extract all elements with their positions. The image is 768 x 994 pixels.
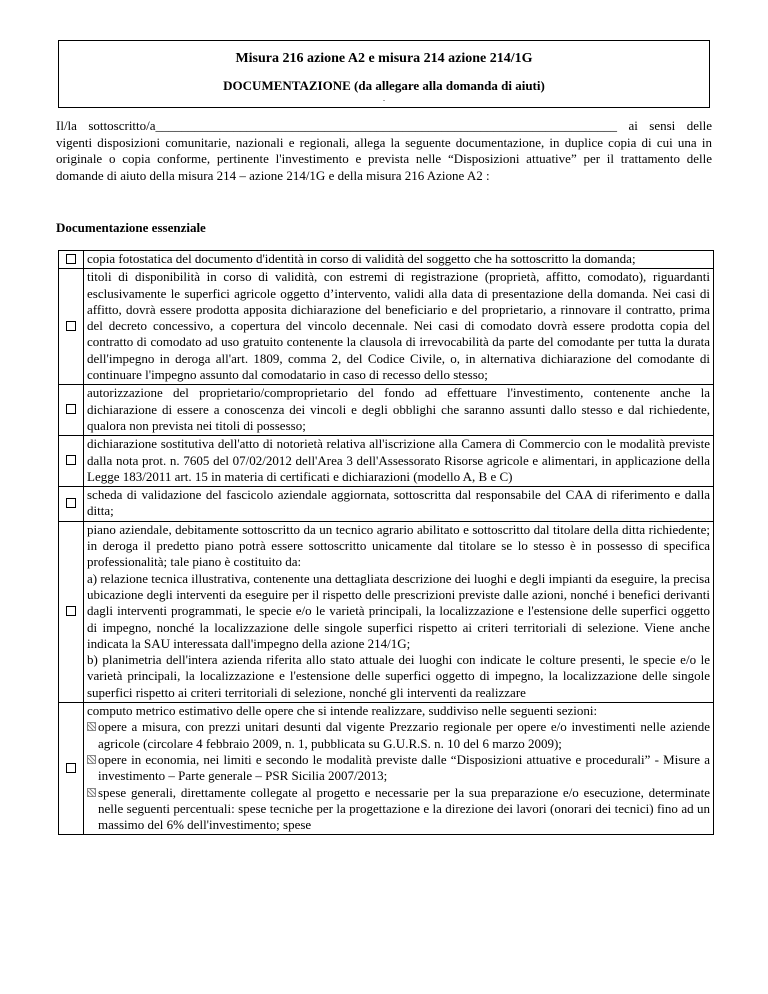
bullet-item — [87, 785, 710, 834]
document-row — [59, 385, 714, 436]
document-description — [84, 436, 714, 487]
checkbox-cell — [59, 385, 84, 436]
checkbox[interactable] — [66, 498, 76, 508]
document-description — [84, 269, 714, 385]
bullet-text: opere a misura, con prezzi unitari desunti dal vigente Prezzario regionale per opere e/o investimenti nelle aziende agricole (circolare 4 febbraio 2009, n. 1, pubblicata su G.U.R.S. n. 10 del 6 marzo 2009); — [98, 719, 710, 751]
document-description — [84, 703, 714, 835]
document-text: computo metrico estimativo delle opere che si intende realizzare, suddiviso nelle seguenti sezioni: — [87, 703, 598, 719]
document-row — [59, 436, 714, 487]
bullet-item — [87, 752, 710, 785]
document-row — [59, 251, 714, 269]
checkbox-cell — [59, 251, 84, 269]
document-description — [84, 385, 714, 436]
document-row — [59, 703, 714, 835]
bullet-text: spese generali, direttamente collegate al progetto e necessarie per la sua preparazione e/o esecuzione, determinate nelle seguenti percentuali: spese tecniche per la progettazione e la direzione dei lavori (onorari dei tecnici) fino ad un massimo del 6% dell'investimento; spese — [98, 784, 710, 833]
document-text: titoli di disponibilità in corso di validità, con estremi di registrazione (proprietà, affitto, comodato), riguardanti esclusivamente le superfici agricole oggetto d’intervento, validi alla data di presentazione della domanda. Nei casi di affitto, dovrà essere prodotta apposita dichiarazione del beneficiario e del proprietario, a rinnovare il contratto, prima del decreto concessivo, a copertura del vincolo decennale. Nei casi di comodato dovrà essere prodotta copia del contratto di comodato ad uso gratuito contenente la clausola di irrevocabilità da parte del comodante per tutta la durata dell'impegno in deroga all'art. 1809, comma 2, del Codice Civile, o, in alternativa dichiarazione del comodante di continuare l'impegno assunto dal comodatario in caso di recesso dello stesso; — [87, 269, 710, 383]
document-description — [84, 487, 714, 522]
document-text: piano aziendale, debitamente sottoscritto da un tecnico agrario abilitato e sottoscritto dal titolare della ditta richiedente; in deroga il predetto piano potrà essere sottoscritto unicamente dal titolare se lo stesso è in possesso di specifica professionalità; tale piano è costituito da: — [87, 521, 710, 570]
bullet-icon — [87, 755, 96, 764]
bullet-icon — [87, 788, 96, 797]
document-text: b) planimetria dell'intera azienda riferita allo stato attuale dei luoghi con indicate le colture presenti, le specie e/o le varietà principali, la localizzazione e l'estensione delle superfici oggetto di impegno, la localizzazione delle singole superfici rispetto ai criteri territoriali di selezione, nonché gli interventi da realizzare — [87, 652, 710, 700]
checkbox[interactable] — [66, 321, 76, 331]
document-subtitle: DOCUMENTAZIONE (da allegare alla domanda di aiuti) — [223, 78, 545, 93]
checkbox-cell — [59, 269, 84, 385]
bullet-icon — [87, 722, 96, 731]
checkbox-cell — [59, 487, 84, 522]
intro-paragraph: Il/la sottoscritto/a_______________________________________________________________________ ai sensi delle vigenti disposizioni comunitarie, nazionali e regionali, allega la seguente documentazione, in duplice copia di cui una in originale o copia conforme, pertinente l'investimento e prevista nelle “Disposizioni attuative” per il trattamento delle domande di aiuto della misura 214 – azione 214/1G e della misura 216 Azione A2 : — [56, 118, 712, 183]
bullet-text: opere in economia, nei limiti e secondo le modalità previste dalle “Disposizioni attuative e procedurali” - Misure a investimento – Parte generale – PSR Sicilia 2007/2013; — [98, 751, 710, 784]
document-description — [84, 521, 714, 702]
document-text: autorizzazione del proprietario/comproprietario del fondo ad effettuare l'investimento, contenente anche la dichiarazione di essere a conoscenza dei vincoli e degli obblighi che saranno assunti dallo stesso e dal richiedente, qualora non prevista nei titoli di possesso; — [87, 385, 710, 433]
document-description — [84, 251, 714, 269]
document-title: Misura 216 azione A2 e misura 214 azione 214/1G — [235, 51, 533, 66]
checkbox[interactable] — [66, 254, 76, 264]
bullet-item — [87, 719, 710, 752]
document-header-box — [58, 40, 710, 108]
document-text: scheda di validazione del fascicolo aziendale aggiornata, sottoscritta dal responsabile del CAA di riferimento e dalla ditta; — [87, 487, 710, 519]
document-row — [59, 521, 714, 702]
documents-table — [58, 250, 714, 835]
checkbox[interactable] — [66, 455, 76, 465]
section-title: Documentazione essenziale — [56, 220, 206, 235]
checkbox[interactable] — [66, 404, 76, 414]
checkbox-cell — [59, 703, 84, 835]
checkbox-cell — [59, 521, 84, 702]
header-dot: . — [383, 94, 385, 103]
document-row — [59, 269, 714, 385]
document-text: a) relazione tecnica illustrativa, contenente una dettagliata descrizione dei luoghi e degli impianti da eseguire, la precisa ubicazione degli interventi da eseguire per il rispetto delle prescrizioni previste dalle azioni, nonché i benefici derivanti dagli interventi programmati, le specie e/o le varietà principali, la localizzazione e l'estensione delle superfici oggetto di impegno, nonché la localizzazione delle singole superfici rispetto ai criteri territoriali di selezione. Viene anche indicata la SAU interessata dall'impegno della azione 214/1G; — [87, 570, 711, 651]
checkbox[interactable] — [66, 606, 76, 616]
checkbox[interactable] — [66, 763, 76, 773]
document-text: dichiarazione sostitutiva dell'atto di notorietà relativa all'iscrizione alla Camera di Commercio con le modalità previste dalla nota prot. n. 7605 del 07/02/2012 dell'Area 3 dell'Assessorato Risorse agricole e alimentari, in applicazione della Legge 183/2011 art. 15 in materia di certificati e dichiarazioni (modello A, B e C) — [87, 436, 710, 484]
document-text: copia fotostatica del documento d'identità in corso di validità del soggetto che ha sottoscritto la domanda; — [87, 251, 636, 266]
checkbox-cell — [59, 436, 84, 487]
document-row — [59, 487, 714, 522]
